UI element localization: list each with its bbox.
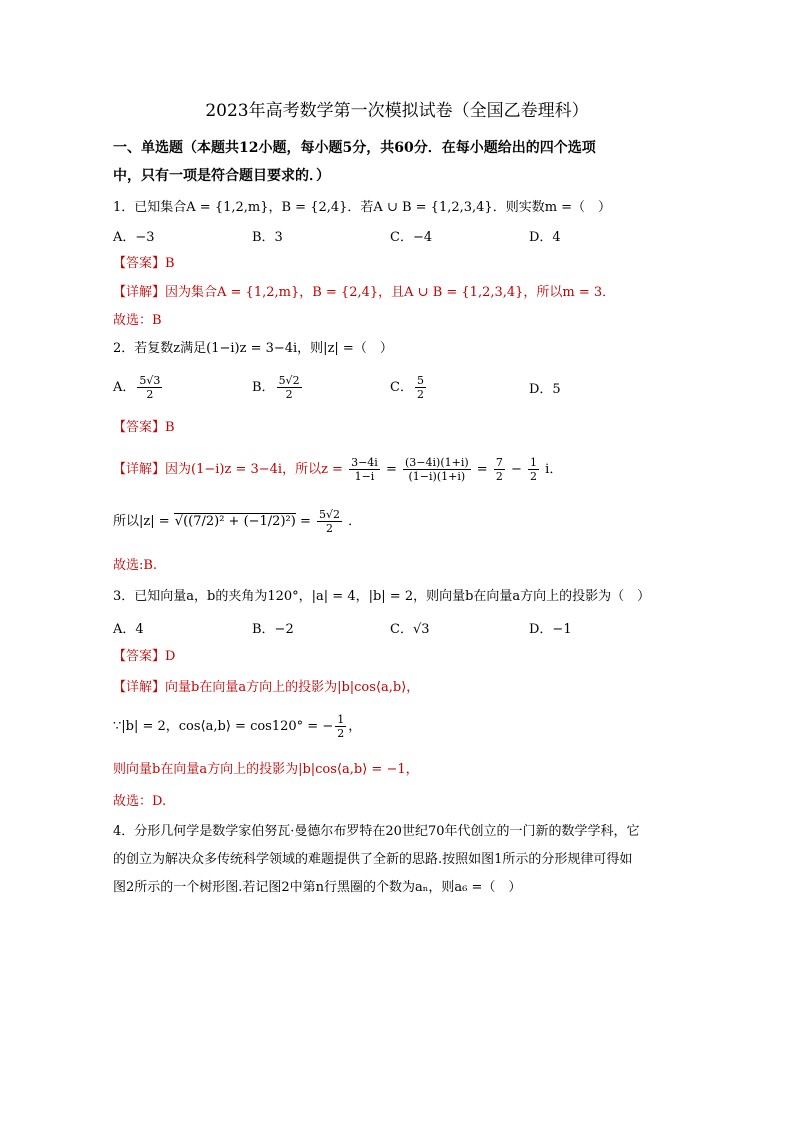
q2-detail-fraction-2 xyxy=(403,456,471,483)
q3-option-a[interactable]: A．4 xyxy=(113,622,144,637)
q2-option-b[interactable] xyxy=(252,374,304,401)
q2-conclusion: 故选:B. xyxy=(113,558,158,573)
q2-modulus-fraction xyxy=(317,508,342,535)
q2-detail-f1-num: 3−4i xyxy=(351,456,378,469)
q4-line-2: 的创立为解决众多传统科学领域的难题提供了全新的思路.按照如图1所示的分形规律可得如 xyxy=(113,852,633,867)
q1-answer: 【答案】B xyxy=(113,256,175,271)
q2-modulus-end: ． xyxy=(348,514,362,529)
q2-option-c-den: 2 xyxy=(416,388,424,401)
q2-detail-f3-den: 2 xyxy=(495,470,503,483)
q4-line-3: 图2所示的一个树形图.若记图2中第n行黑圈的个数为aₙ，则a₆ =（ ） xyxy=(113,880,522,895)
q2-detail-f2-num: (3−4i)(1+i) xyxy=(405,456,469,469)
q2-detail-end: i． xyxy=(545,462,563,477)
q3-conclusion: 故选：D. xyxy=(113,794,167,809)
q1-option-d[interactable]: D．4 xyxy=(529,230,561,245)
q2-option-c-num: 5 xyxy=(416,374,424,387)
q2-option-a-den: 2 xyxy=(146,388,154,401)
q3-option-b[interactable]: B．−2 xyxy=(252,622,294,637)
q2-detail-f1-den: 1−i xyxy=(354,470,375,483)
q2-modulus-eq: = xyxy=(299,514,311,529)
q2-modulus-prefix: 所以|z| = xyxy=(113,514,170,529)
q2-option-b-label: B． xyxy=(252,380,275,395)
q3-detail-2-den: 2 xyxy=(337,727,345,740)
q2-detail-fraction-3 xyxy=(494,456,505,483)
q2-option-d[interactable]: D．5 xyxy=(529,382,561,397)
q2-detail-f2-den: (1−i)(1+i) xyxy=(408,470,466,483)
q2-option-c-fraction xyxy=(415,374,426,401)
q2-detail-f4-den: 2 xyxy=(530,470,538,483)
q1-option-b[interactable]: B．3 xyxy=(252,230,283,245)
q2-option-b-fraction xyxy=(277,374,302,401)
q2-answer: 【答案】B xyxy=(113,420,175,435)
page-title: 2023年高考数学第一次模拟试卷（全国乙卷理科） xyxy=(205,101,589,121)
q3-detail-2 xyxy=(113,712,361,742)
q2-option-a-num: 5√3 xyxy=(139,374,161,387)
q2-stem: 2．若复数z满足(1−i)z = 3−4i，则|z| =（ ） xyxy=(113,341,393,356)
q2-detail-eq2: = xyxy=(476,462,488,477)
q2-detail-minus: − xyxy=(510,462,522,477)
q2-detail-f3-num: 7 xyxy=(495,456,503,469)
q3-detail-2-end: ， xyxy=(348,719,362,734)
q1-conclusion: 故选：B xyxy=(113,313,162,328)
q3-answer: 【答案】D xyxy=(113,649,176,664)
q3-detail-2-num: 1 xyxy=(337,713,345,726)
section-heading-line2: 中，只有一项是符合题目要求的．） xyxy=(113,168,330,184)
q2-detail-prefix: 【详解】因为(1−i)z = 3−4i，所以z = xyxy=(113,462,343,477)
q2-option-b-den: 2 xyxy=(285,388,293,401)
q3-option-c[interactable]: C．√3 xyxy=(390,622,430,637)
q2-option-a-fraction xyxy=(137,374,162,401)
q2-modulus-expression: √((7/2)² + (−1/2)²) xyxy=(174,514,296,529)
q1-option-c[interactable]: C．−4 xyxy=(390,230,433,245)
q2-detail-fraction-1 xyxy=(349,456,380,483)
q2-option-a[interactable] xyxy=(113,374,164,401)
q2-detail xyxy=(113,452,562,488)
q2-option-b-num: 5√2 xyxy=(278,374,300,387)
q4-line-1: 4．分形几何学是数学家伯努瓦·曼德尔布罗特在20世纪70年代创立的一门新的数学学科，它 xyxy=(113,824,640,839)
q1-stem: 1．已知集合A = {1,2,m}，B = {2,4}．若A ∪ B = {1,2,3,4}．则实数m =（ ） xyxy=(113,200,612,215)
q2-detail-f4-num: 1 xyxy=(530,456,538,469)
q3-stem: 3．已知向量a，b的夹角为120°，|a| = 4，|b| = 2，则向量b在向量a方向上的投影为（ ） xyxy=(113,589,651,604)
q3-detail-2-prefix: ∵|b| = 2，cos⟨a,b⟩ = cos120° = − xyxy=(113,719,334,734)
q2-modulus-den: 2 xyxy=(326,522,333,535)
q3-detail-3: 则向量b在向量a方向上的投影为|b|cos⟨a,b⟩ = −1， xyxy=(113,762,419,777)
q2-detail-fraction-4 xyxy=(528,456,539,483)
q2-option-c-label: C． xyxy=(390,380,413,395)
q2-option-a-label: A． xyxy=(113,380,136,395)
section-heading-line1: 一、单选题（本题共12小题，每小题5分，共60分．在每小题给出的四个选项 xyxy=(113,140,596,156)
q3-detail-1: 【详解】向量b在向量a方向上的投影为|b|cos⟨a,b⟩， xyxy=(113,680,420,695)
q1-detail: 【详解】因为集合A = {1,2,m}，B = {2,4}，且A ∪ B = {1,2,3,4}，所以m = 3． xyxy=(113,285,616,300)
q2-detail-eq: = xyxy=(385,462,397,477)
q3-option-d[interactable]: D．−1 xyxy=(529,622,572,637)
q1-option-a[interactable]: A．−3 xyxy=(113,230,155,245)
q3-detail-2-fraction xyxy=(335,713,346,740)
q2-modulus xyxy=(113,504,361,540)
q2-option-c[interactable] xyxy=(390,374,428,401)
q2-modulus-num: 5√2 xyxy=(319,508,341,521)
